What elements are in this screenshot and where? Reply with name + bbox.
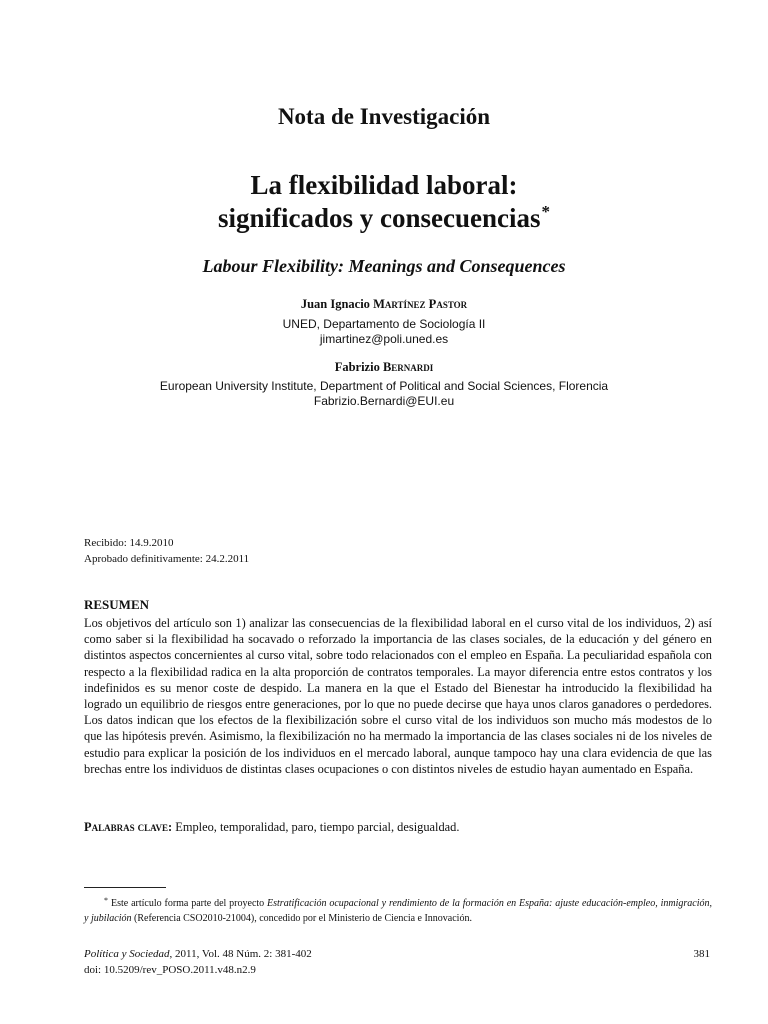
footnote (84, 893, 712, 926)
author-2-email: Fabrizio.Bernardi@EUI.eu (313, 394, 455, 408)
author-1-affiliation: UNED, Departamento de Sociología II (282, 317, 486, 331)
article-title-line-2 (0, 202, 768, 234)
footnote-project-title: Estratificación ocupacional y rendimiento de la formación en España: ajuste educación-empleo, inmigración, y jubilación (84, 898, 712, 924)
author-2-first-names: Fabrizio (334, 360, 383, 374)
author-2-surname: Bernardi (382, 360, 434, 374)
author-1-email: jimartinez@poli.uned.es (319, 332, 449, 346)
english-title: Labour Flexibility: Meanings and Consequences (202, 256, 566, 276)
footnote-divider (84, 887, 166, 888)
article-title-line-2-text: significados y consecuencias (217, 203, 541, 233)
footnote-mark: * (104, 896, 108, 905)
keywords-label: Palabras clave: (84, 820, 173, 834)
journal-citation (84, 948, 312, 960)
title-footnote-mark: * (541, 202, 550, 221)
journal-details: , 2011, Vol. 48 Núm. 2: 381-402 (169, 948, 312, 960)
approved-date: Aprobado definitivamente: 24.2.2011 (84, 553, 250, 565)
author-1-surname: Martínez Pastor (373, 297, 468, 311)
abstract-heading: RESUMEN (84, 597, 150, 612)
abstract-body: Los objetivos del artículo son 1) analizar las consecuencias de la flexibilidad laboral en el curso vital de los individuos, 2) así como saber si la flexibilidad ha socavado o reforzado la importancia de las clases sociales, de la educación y del género en distintos aspectos concernientes al curso vital, sobre todo relacionados con el empleo en España. La peculiaridad española con respecto a la flexibilidad radica en la alta proporción de contratos temporales. La mayor diferencia entre estos contratos y los indefinidos es su menor coste de despido. La manera en la que el Estado del Bienestar ha introducido la flexibilidad ha logrado un equilibrio de riesgos entre generaciones, por lo que no puede decirse que haya unos claros ganadores o perdedores. Los datos indican que los efectos de la flexibilización sobre el curso vital de los individuos son mucho más modestos de lo que las hipótesis prevén. Asimismo, la flexibilización no ha mermado la importancia de las clases sociales ni de los niveles de estudio para explicar la posición de los individuos en el mercado laboral, aunque tampoco hay una clara evidencia de que las brechas entre los individuos de distintas clases ocupaciones o con distintos niveles de estudio hayan aumentado en España. (84, 616, 712, 776)
article-title-line-1: La flexibilidad laboral: (250, 170, 518, 200)
page-number: 381 (693, 948, 710, 960)
author-1-first-names: Juan Ignacio (300, 297, 374, 311)
footnote-text-before: Este artículo forma parte del proyecto (111, 898, 268, 909)
keywords-list: Empleo, temporalidad, paro, tiempo parcial, desigualdad. (172, 820, 460, 834)
section-heading: Nota de Investigación (277, 104, 491, 129)
received-date: Recibido: 14.9.2010 (84, 537, 174, 549)
author-2-affiliation: European University Institute, Department of Political and Social Sciences, Florencia (159, 379, 609, 393)
doi: doi: 10.5209/rev_POSO.2011.v48.n2.9 (84, 964, 256, 976)
footnote-text-after: (Referencia CSO2010-21004), concedido por el Ministerio de Ciencia e Innovación. (131, 913, 472, 924)
journal-name: Política y Sociedad (84, 948, 170, 960)
author-1-name (0, 297, 768, 312)
keywords (84, 820, 712, 835)
author-2-name (0, 360, 768, 375)
